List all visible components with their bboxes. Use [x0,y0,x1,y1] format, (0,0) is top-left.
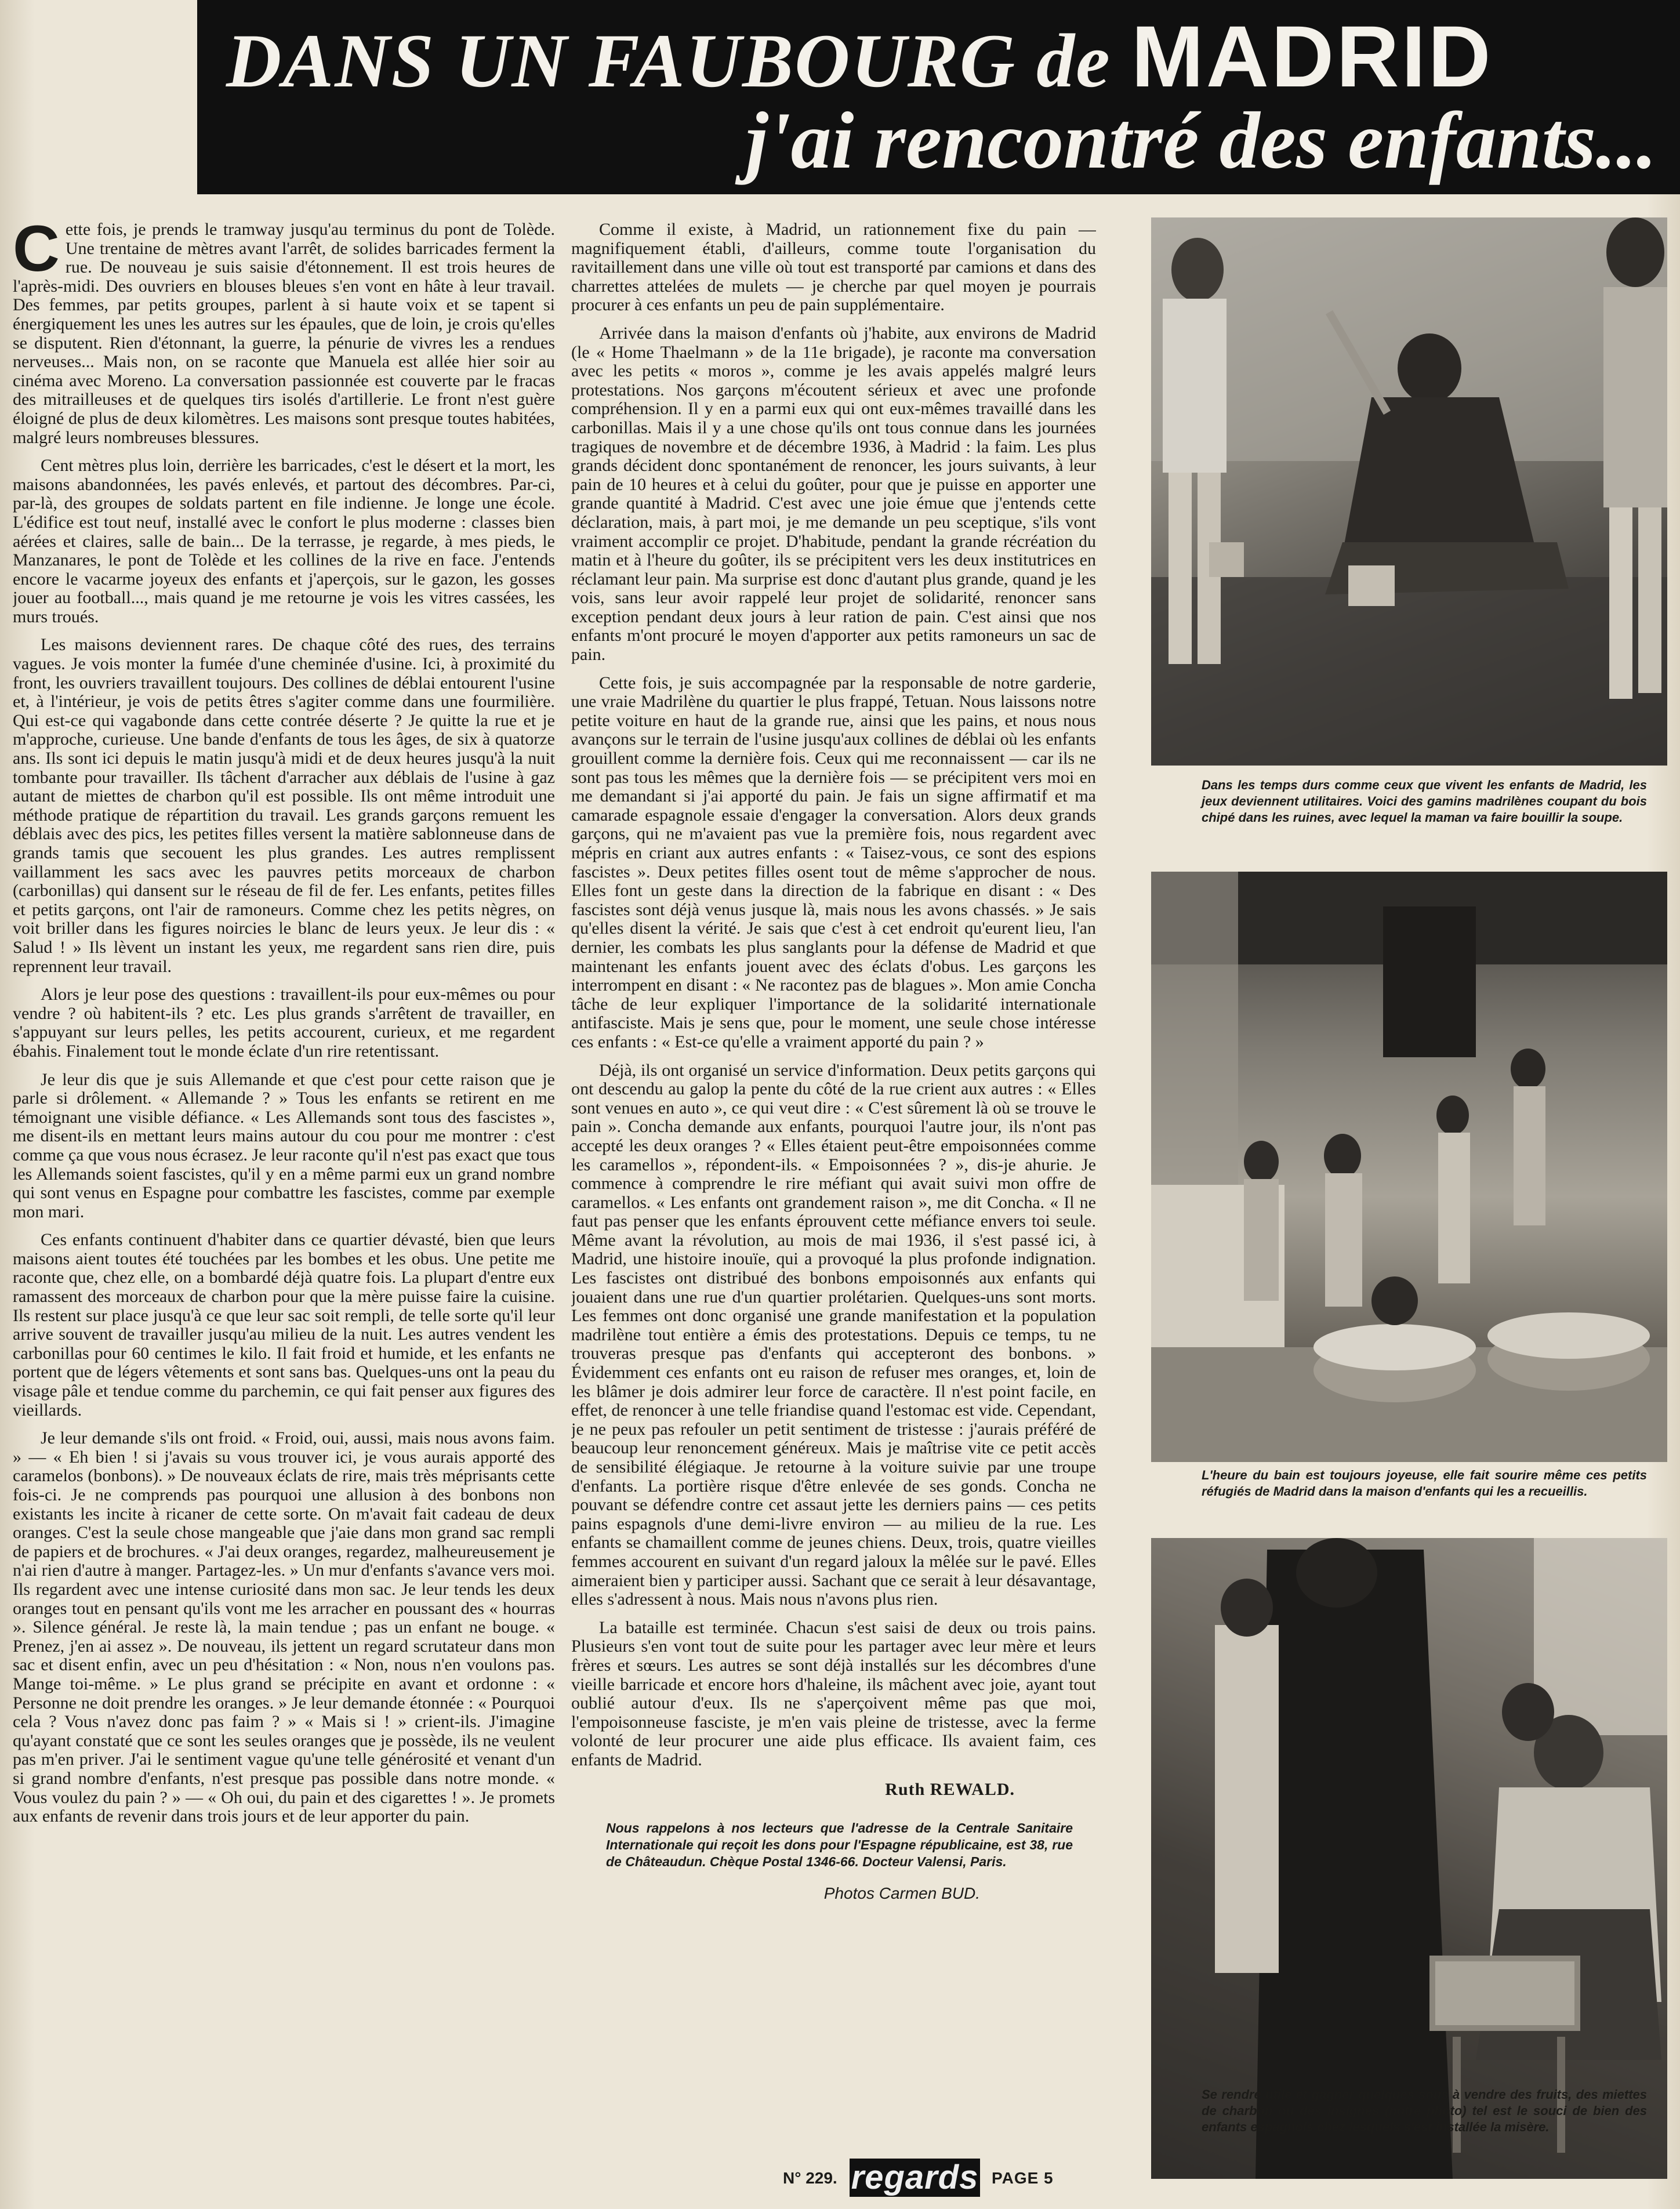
article-paragraph: Comme il existe, à Madrid, un rationnement fixe du pain — magnifiquement établi, d'ailleurs, comme toute l'organisation du ravitaillement dans une ville où tout est transporté par camions et dans des charrettes attelées de mulets — je cherche par quel moyen je pourrais procurer à ces enfants un peu de pain supplémentaire. [571,220,1096,315]
photo-1-caption: Dans les temps durs comme ceux que vivent les enfants de Madrid, les jeux deviennent utilitaires. Voici des gamins madrilènes coupant du bois chipé dans les ruines, avec lequel la maman va faire bouillir la soupe. [1202,778,1647,825]
article-paragraph: Déjà, ils ont organisé un service d'information. Deux petits garçons qui ont descendu au galop la pente du côté de la rue crient aux autres : « Elles sont venues en auto », ce qui veut dire : « C'est sûrement là où se trouve le pain ». Concha demande aux enfants, pourquoi l'autre jour, ils n'ont pas accepté les deux oranges ? « Elles étaient peut-être empoisonnées comme les caramellos », répondent-ils. « Empoisonnées ? », dis-je ahurie. Je commence à comprendre le rire méfiant qui avait suivi mon offre de caramellos. « Les enfants ont grandement raison », me dit Concha. « Il ne faut pas penser que les enfants éprouvent cette méfiance envers toi seule. Même avant la révolution, au mois de mai 1936, il s'est passé ici, à Madrid, une histoire inouïe, qui a provoqué la plus profonde indignation. Les fascistes ont distribué des bonbons empoisonnés aux enfants qui jouaient dans une rue d'un quartier prolétarien. Quelques-uns sont morts. Les femmes ont donc organisé une grande manifestation et la population madrilène tout entière a émis des protestations. Depuis ce temps, tu ne trouveras presque pas d'enfants qui accepteront des bonbons. » Évidemment ces enfants ont eu raison de refuser mes oranges, et, loin de les blâmer je dois admirer leur force de caractère. Il n'est point facile, en effet, de renoncer à une telle friandise quand l'estomac est vide. Cependant, je ne peux pas refouler un petit sentiment de tristesse : j'aurais préféré de beaucoup leur renoncement généreux. Mais je maîtrise vite ce petit accès de sensibilité élégiaque. Je retourne à la voiture suivie par une troupe d'enfants. La portière risque d'être enlevée de ses gonds. Concha ne pouvant se défendre contre cet assaut jette les derniers pains — ces petits pains espagnols d'une demi-livre environ — au milieu de la rue. Les enfants se chamaillent comme de jeunes chiens. Deux, trois, quatre vieilles femmes accourent en suivant d'un regard jaloux la mêlée sur le pavé. Elles aimeraient bien y participer aussi. Sachant que ce serait à leur désavantage, elles s'adressent à nous. Mais nous n'avons plus rien. [571,1060,1096,1609]
headline-line-1 [226,8,1664,105]
photo-3-caption: Se rendre utile et gagner quelques sous à vendre des fruits, des miettes de charbon ou des insignes (notre photo) tel est le souci de bien des enfants espagnols chez lesquels s'est installée la misère. [1202,2087,1647,2134]
article-paragraph: Je leur dis que je suis Allemande et que c'est pour cette raison que je parle si drôlement. « Allemande ? » Tous les enfants se retirent en me témoignant une visible défiance. « Les Allemands sont tous des fascistes », me disent-ils en mettant leurs mains autour du cou pour me montrer : c'est comme ça que vous nous écrasez. Je leur raconte qu'il n'est pas exact que tous les Allemands soient fascistes, qu'il y en a même parmi eux un grand nombre qui sont venus en Espagne pour combattre les fascistes, comme par exemple mon mari. [13,1069,555,1221]
article-paragraph: La bataille est terminée. Chacun s'est saisi de deux ou trois pains. Plusieurs s'en vont tout de suite pour les partager avec leur mère et leurs frères et sœurs. Les autres se sont déjà installés sur les décombres d'une vieille barricade et encore hors d'haleine, ils mâchent avec joie, ayant tout oublié autour d'eux. Ils ne s'aperçoivent même pas que moi, l'empoisonneuse fasciste, je m'en vais pleine de tristesse, avec la ferme volonté de leur procurer une aide plus efficace. Ils avaient faim, ces enfants de Madrid. [571,1617,1096,1769]
article-paragraph: Cette fois, je prends le tramway jusqu'au terminus du pont de Tolède. Une trentaine de mètres avant l'arrêt, de solides barricades ferment la rue. De nouveau je suis saisie d'étonnement. Il est trois heures de l'après-midi. Des ouvriers en blouses bleues s'en vont en hâte à leur travail. Des femmes, par petits groupes, parlent à si haute voix et se tapent si énergiquement les unes les autres sur les épaules, que de loin, je crois qu'elles se disputent. Rien d'étonnant, la guerre, la pénurie de vivres les a rendues nerveuses... Mais non, on se raconte que Manuela est allée hier soir au cinéma avec Moreno. La conversation passionnée est couverte par le fracas des mitrailleuses et de quelques tirs isolés d'artillerie. Le front n'est guère éloigné de plus de deux kilomètres. Les maisons sont presque toutes habitées, malgré leurs nombreuses blessures. [13,220,555,447]
donation-note: Nous rappelons à nos lecteurs que l'adresse de la Centrale Sanitaire Internationale qui reçoit les dons pour l'Espagne républicaine, est 38, rue de Châteaudun. Chèque Postal 1346-66. Docteur Valensi, Paris. [606,1820,1073,1870]
issue-number: N° 229. [783,2169,837,2187]
article-column-2 [571,220,1096,2117]
article-paragraph: Les maisons deviennent rares. De chaque côté des rues, des terrains vagues. Je vois monter la fumée d'une cheminée d'usine. Ici, à proximité du front, les ouvriers travaillent toujours. Des collines de déblai entourent l'usine et, à l'intérieur, je vois de petits êtres s'agiter comme dans une fourmilière. Qui est-ce qui vagabonde dans cette contrée déserte ? Je quitte la rue et je m'approche, curieuse. Une bande d'enfants de tous les âges, de six à quatorze ans. Ils sont ici depuis le matin jusqu'à midi et de deux heures jusqu'à la nuit tombante pour travailler. Ils tâchent d'arracher aux déblais de l'usine à gaz autant de miettes de charbon qu'il est possible. Ils ont même introduit une méthode pratique de répartition du travail. Les grands garçons remuent les déblais avec des pics, les petites filles versent la matière sablonneuse dans de grands tamis que secouent les plus grandes. Les autres remplissent vaillamment les sacs avec les pauvres petits morceaux de charbon (carbonillas) qui dansent sur le réseau de fil de fer. Les enfants, petites filles et petits garçons, ont l'air de ramoneurs. Comme chez les petits nègres, on voit briller dans les figures noircies le blanc de leurs yeux. Je leur dis : « Salud ! » Ils lèvent un instant les yeux, me regardent sans rien dire, puis reprennent leur travail. [13,635,555,976]
photo-2-caption: L'heure du bain est toujours joyeuse, elle fait sourire même ces petits réfugiés de Madrid dans la maison d'enfants qui les a recueillis. [1202,1468,1647,1499]
article-paragraph: Je leur demande s'ils ont froid. « Froid, oui, aussi, mais nous avons faim. » — « Eh bien ! si j'avais su vous trouver ici, je vous aurais apporté des caramelos (bonbons). » De nouveaux éclats de rire, mais très méprisants cette fois-ci. Je ne comprends pas pourquoi une allusion à des bonbons non existants les incite à ricaner de cette sorte. On m'avait fait cadeau de deux oranges. C'est la seule chose mangeable que j'aie dans mon grand sac rempli de papiers et de brochures. « J'ai deux oranges, regardez, malheureusement je n'ai rien d'autre à manger. Partagez-les. » Un mur d'enfants s'avance vers moi. Ils regardent avec une intense curiosité dans mon sac. Je leur tends les deux oranges tout en pensant qu'ils vont me les arracher en poussant des « hourras ». Silence général. Je reste là, la main tendue ; pas un enfant ne bouge. « Prenez, j'en ai assez ». De nouveau, ils jettent un regard scrutateur dans mon sac et disent enfin, avec un peu d'hésitation : « Non, nous n'en voulons pas. Mange toi-même. » Le plus grand se précipite en avant et ordonne : « Personne ne doit prendre les oranges. » Je leur demande étonnée : « Pourquoi cela ? Vous n'avez donc pas faim ? » « Mais si ! » crient-ils. J'imagine qu'ayant constaté que ce sont les seules oranges que je possède, ils ne veulent pas m'en priver. J'ai le sentiment vague qu'une telle générosité et venant d'un si grand nombre d'enfants, n'est presque pas possible dans notre monde. « Vous voulez du pain ? » — « Oh oui, du pain et des cigarettes ! ». Je promets aux enfants de revenir dans trois jours et de leur apporter du pain. [13,1428,555,1826]
article-paragraph: Alors je leur pose des questions : travaillent-ils pour eux-mêmes ou pour vendre ? où habitent-ils ? etc. Les plus grands s'arrêtent de travailler, en s'appuyant sur leurs pelles, les petits accourent, curieux, et me regardent ébahis. Finalement tout le monde éclate d'un rire retentissant. [13,985,555,1061]
photo-bath-time [1151,872,1667,1462]
headline-line-2: j'ai rencontré des enfants... [745,96,1657,186]
magazine-masthead-logo: regards [850,2159,980,2197]
drop-cap: C [13,220,60,285]
headline-line-1-a: DANS UN FAUBOURG de [226,18,1131,103]
article-paragraph: Cette fois, je suis accompagnée par la responsable de notre garderie, une vraie Madrilène du quartier le plus frappé, Tetuan. Nous laissons notre petite voiture en haut de la grande rue, ainsi que les pains, et nous nous avançons sur le terrain de l'usine jusqu'aux collines de déblai où les enfants grouillent comme la dernière fois. Ceux qui me reconnaissent — car ils ne sont pas tous les mêmes que la dernière fois — se précipitent vers moi en me demandant si j'ai apporté du pain. Je fais un signe affirmatif et ma camarade espagnole essaie d'engager la conversation. Alors deux grands garçons, qui ne m'avaient pas vue la première fois, nous regardent avec mépris en criant aux autres enfants : « Taisez-vous, ce sont des espions fascistes ». Deux petites filles osent tout de même s'approcher de nous. Elles font un geste dans la direction de la fabrique en disant : « Des fascistes sont déjà venus jusque là, mais nous les avons chassés. » Je sais qu'elles disent la vérité. Je sais que c'est à cet endroit qu'eurent lieu, l'an dernier, les combats les plus sanglants pour la défense de Madrid et que maintenant les enfants jouent avec des éclats d'obus. Les garçons les interrompent en disant : « Ne racontez pas de blagues ». Mon amie Concha tâche de leur expliquer l'importance de la solidarité internationale antifasciste. Mais je sens que, pour le moment, une seule chose intéresse ces enfants : « Est-ce qu'elle a vraiment apporté du pain ? » [571,673,1096,1051]
page-number: PAGE 5 [992,2169,1054,2187]
headline-banner [197,0,1680,194]
headline-line-1-b: MADRID [1131,8,1493,105]
article-paragraph: Cent mètres plus loin, derrière les barricades, c'est le désert et la mort, les maisons abandonnées, les pavés enlevés, et partout des décombres. Par-ci, par-là, des groupes de soldats partent en file indienne. Je longe une école. L'édifice est tout neuf, installé avec le confort le plus moderne : classes bien aérées et claires, salle de bain... De la terrasse, je regarde, à mes pieds, le Manzanares, le pont de Tolède et les collines de la rive en face. J'entends encore le vacarme joyeux des enfants et j'aperçois, sur le gazon, les gosses jouer au football..., mais quand je me retourne je vois les vitres cassées, les murs troués. [13,456,555,626]
photo-credit: Photos Carmen BUD. [823,1884,980,1903]
article-paragraph: Arrivée dans la maison d'enfants où j'habite, aux environs de Madrid (le « Home Thaelmann » de la 11e brigade), je raconte ma conversation avec les petits « moros », comme je les avais appelés malgré leurs protestations. Nos garçons m'écoutent sérieux et avec une profonde compréhension. Il y en a parmi eux qui ont eux-mêmes travaillé dans les carbonillas. Mais il y a une chose qu'ils ont tous connue dans les journées tragiques de novembre et de décembre 1936, à Madrid : la faim. Les plus grands décident donc spontanément de renoncer, les jours suivants, à leur pain de 10 heures et à celui du goûter, pour que je puisse en apporter une grande quantité à Madrid. C'est avec une joie émue que j'entends cette déclaration, mais, à part moi, je me demande un peu sceptique, s'ils vont vraiment accomplir ce projet. D'habitude, pendant la grande récréation du matin et à l'heure du goûter, ils se précipitent vers les deux institutrices en réclamant leur pain. Ma surprise est donc d'autant plus grande, quand je les vois, sans leur avoir rappelé leur projet de solidarité, renoncer sans exception pendant deux jours à leur ration de pain. C'est ainsi que nos enfants m'ont procuré le moyen d'apporter aux petits ramoneurs un sac de pain. [571,323,1096,665]
article-paragraph: Ces enfants continuent d'habiter dans ce quartier dévasté, bien que leurs maisons aient toutes été touchées par les bombes et les obus. Une petite me raconte que, chez elle, on a bombardé déjà quatre fois. La plupart d'entre eux ramassent des morceaux de charbon pour que la mère puisse faire la cuisine. Ils restent sur place jusqu'à ce que leur sac soit rempli, de telle sorte qu'il leur arrive souvent de travailler jusqu'au milieu de la nuit. Les autres vendent les carbonillas pour 60 centimes le kilo. Il fait froid et humide, et les enfants ne portent que de légers vêtements et sont sans bas. Quelques-uns ont la peau du visage pâle et tendue comme du parchemin, ce qui fait penser aux figures des vieillards. [13,1230,555,1420]
author-signature: Ruth REWALD. [885,1779,1015,1799]
photo-boys-chopping-wood [1151,217,1667,766]
photo-boys-selling-badges [1151,1538,1667,2179]
article-column-1 [13,220,555,2117]
